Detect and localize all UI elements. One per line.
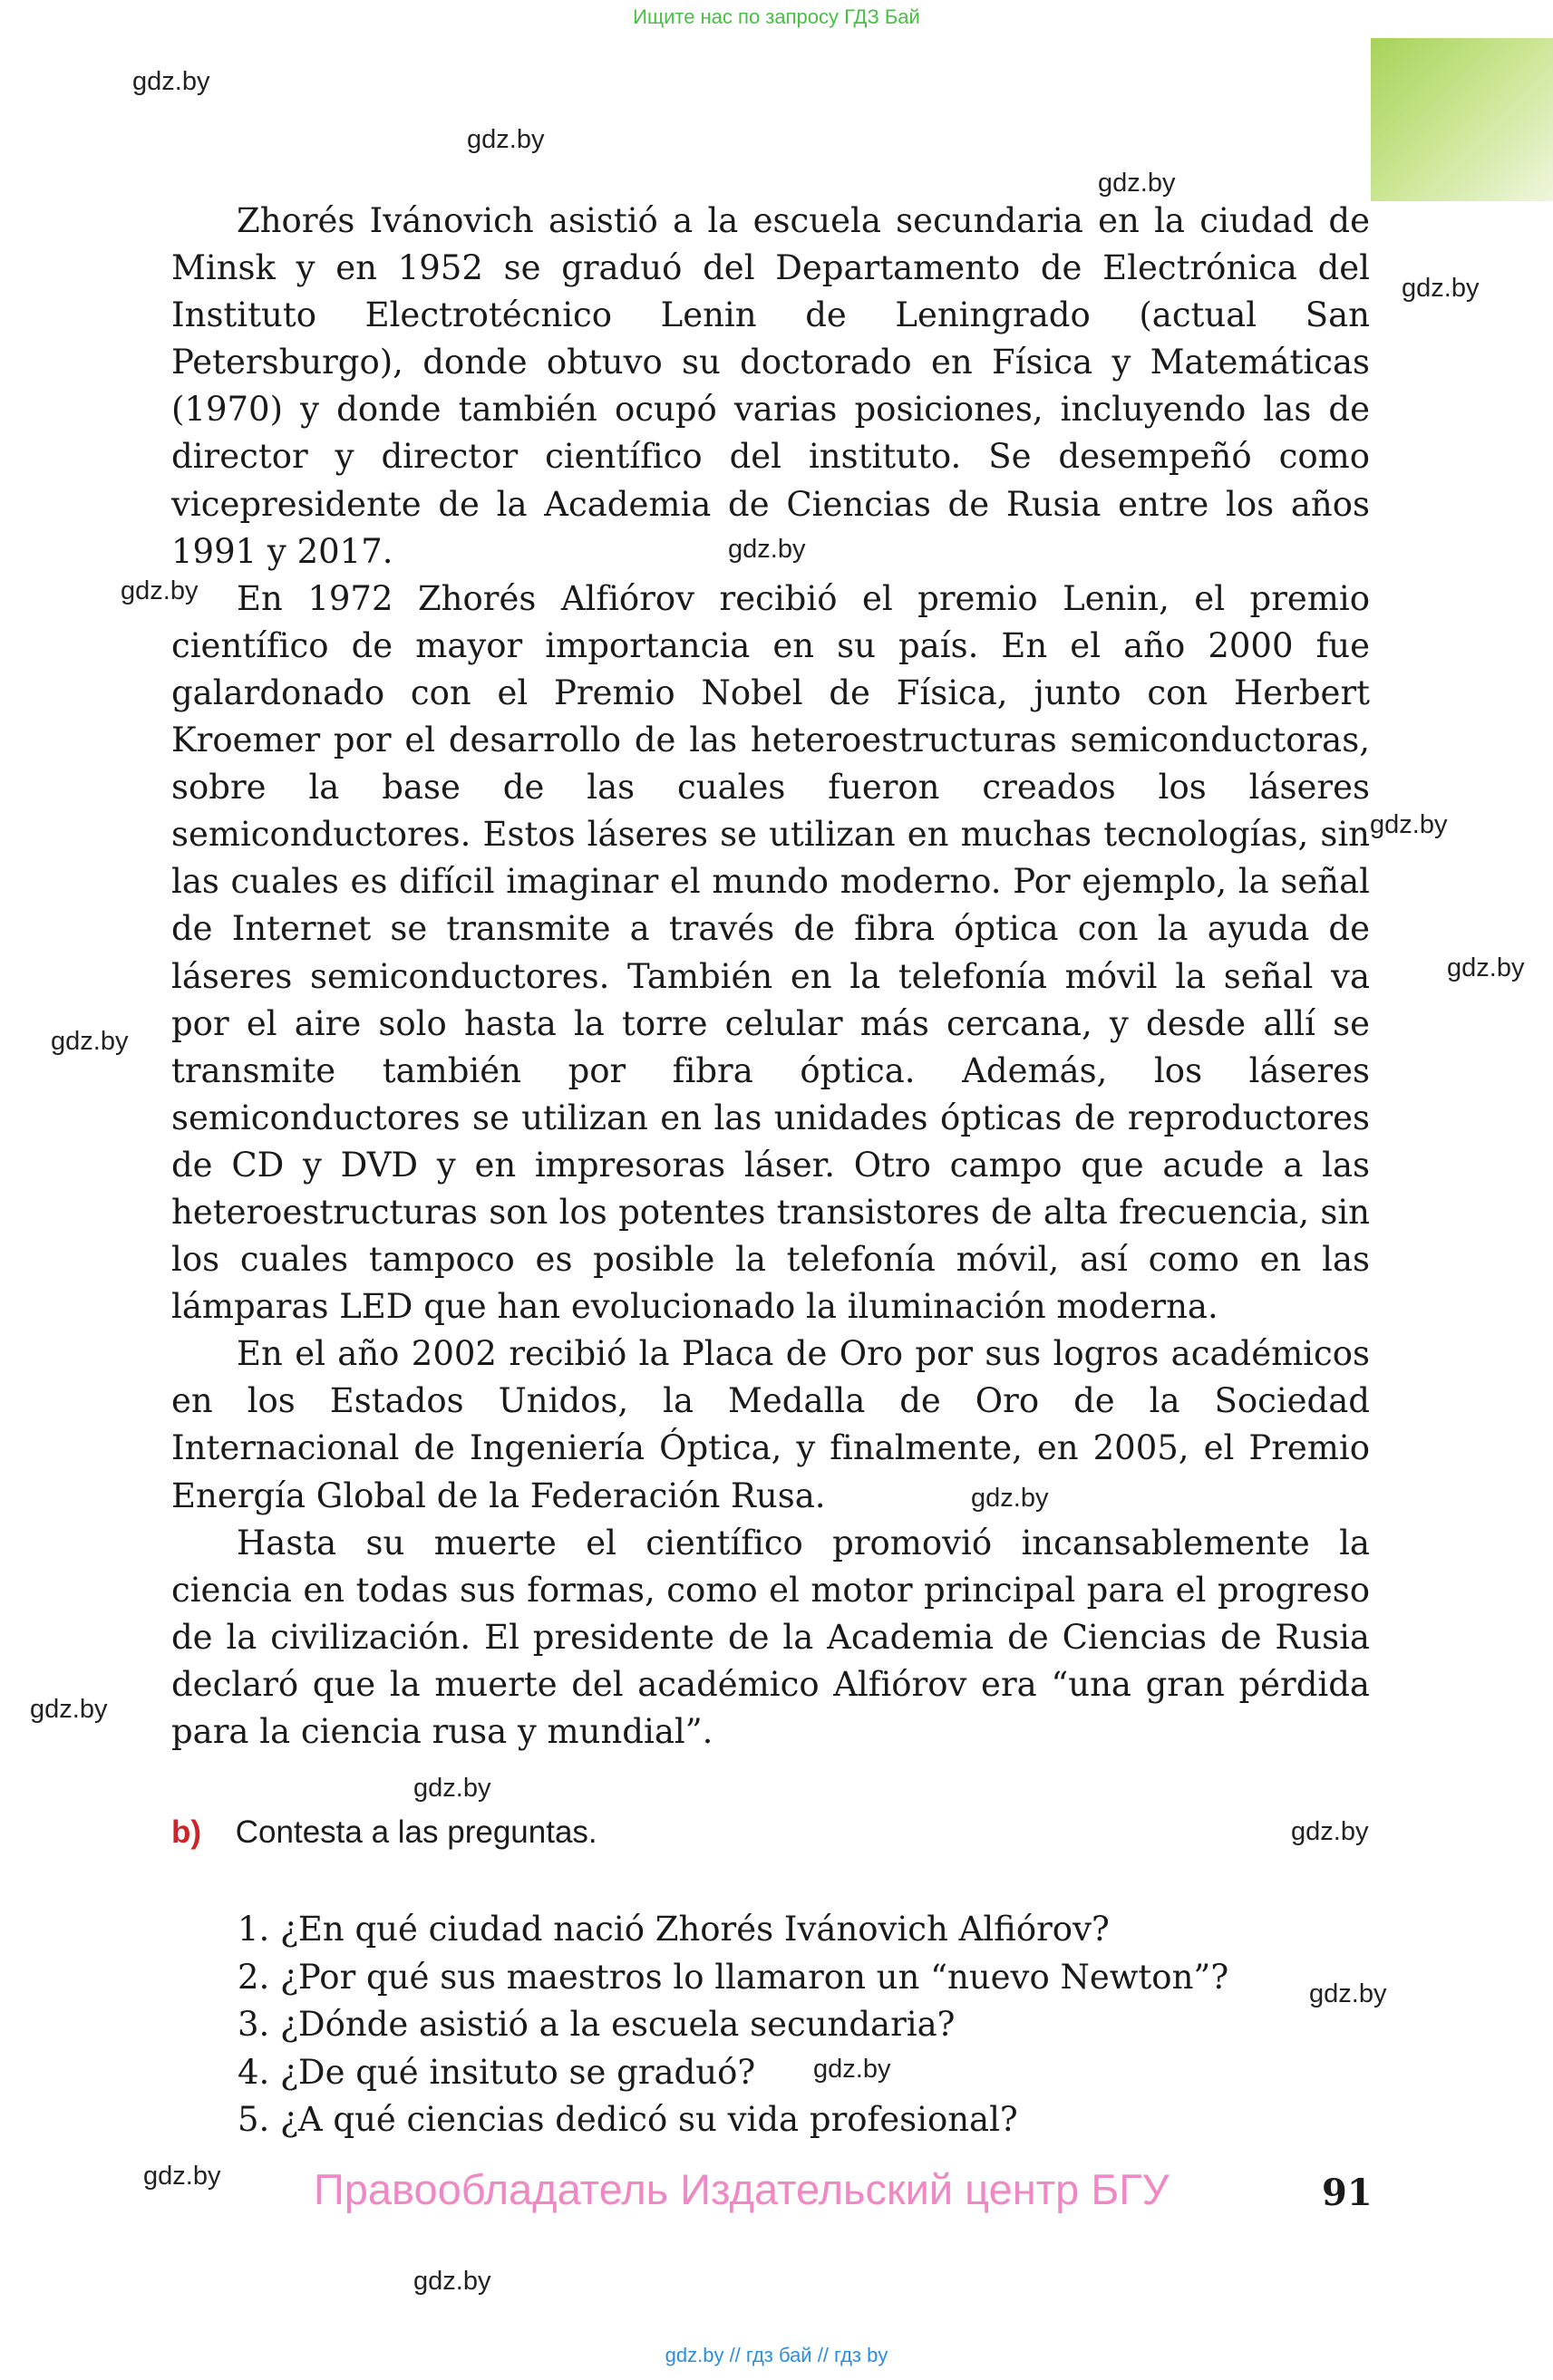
paragraph: Hasta su muerte el científico promovió incansablemente la ciencia en todas sus formas, como el motor principal para el progreso de la civilización. El presidente de la Academia de Ciencias de Rusia declaró que la muerte del académico Alfiórov era “una gran pérdida para la ciencia rusa y mundial”. bbox=[171, 1523, 1370, 1751]
watermark: gdz.by bbox=[51, 1027, 129, 1056]
page-number: 91 bbox=[1322, 2172, 1373, 2214]
watermark: gdz.by bbox=[1098, 169, 1176, 198]
watermark: gdz.by bbox=[1309, 1979, 1387, 2008]
task-instruction: Contesta a las preguntas. bbox=[235, 1814, 597, 1850]
watermark: gdz.by bbox=[121, 576, 199, 605]
watermark: gdz.by bbox=[413, 2267, 491, 2296]
paragraph: En 1972 Zhorés Alfiórov recibió el premio Lenin, el premio científico de mayor importancia en su país. En el año 2000 fue galardonado con el Premio Nobel de Física, junto con Herbert Kroemer por el desarrollo de las heteroestructuras semiconductoras, sobre la base de las cuales fueron creados los láseres semiconductores. Estos láseres se utilizan en muchas tecnologías, sin las cuales es difícil imaginar el mundo moderno. Por ejemplo, la señal de Internet se transmite a través de fibra óptica con la ayuda de láseres semiconductores. También en la telefonía móvil la señal va por el aire solo hasta la torre celular más cercana, y desde allí se transmite también por fibra óptica. Además, los láseres semiconductores se utilizan en las unidades ópticas de reproductores de CD y DVD y en impresoras láser. Otro campo que acude a las heteroestructuras son los potentes transistores de alta frecuencia, sin los cuales tampoco es posible la telefonía móvil, así como en las lámparas LED que han evolucionado la iluminación moderna. bbox=[171, 578, 1370, 1327]
watermark: gdz.by bbox=[1402, 274, 1480, 303]
watermark: gdz.by bbox=[467, 125, 545, 154]
watermark: gdz.by bbox=[728, 535, 806, 564]
question-item: 5. ¿A qué ciencias dedicó su vida profesional? bbox=[238, 2100, 1018, 2139]
watermark: gdz.by bbox=[1447, 953, 1525, 982]
question-item: 4. ¿De qué insituto se graduó? bbox=[238, 2052, 756, 2092]
paragraph: En el año 2002 recibió la Placa de Oro por sus logros académicos en los Estados Unidos, la Medalla de Oro de la Sociedad Internacional de Ingeniería Óptica, y finalmente, en 2005, el Premio Energía Global de la Federación Rusa. bbox=[171, 1334, 1370, 1515]
question-list bbox=[238, 1906, 1228, 2144]
question-item: 2. ¿Por qué sus maestros lo llamaron un “nuevo Newton”? bbox=[238, 1957, 1229, 1997]
question-item: 1. ¿En qué ciudad nació Zhorés Ivánovich Alfiórov? bbox=[238, 1910, 1110, 1949]
article-text bbox=[171, 198, 1370, 1756]
watermark: gdz.by bbox=[971, 1484, 1049, 1513]
site-links-footer: gdz.by // гдз бай // гдз by bbox=[665, 2344, 888, 2366]
task-letter: b) bbox=[171, 1814, 202, 1850]
watermark: gdz.by bbox=[30, 1695, 108, 1724]
watermark: gdz.by bbox=[1370, 810, 1448, 839]
watermark: gdz.by bbox=[413, 1774, 491, 1803]
task-heading bbox=[171, 1814, 597, 1851]
watermark: gdz.by bbox=[132, 67, 210, 96]
question-item: 3. ¿Dónde asistió a la escuela secundaria? bbox=[238, 2005, 956, 2044]
watermark: gdz.by bbox=[1291, 1817, 1369, 1846]
watermark: gdz.by bbox=[813, 2055, 891, 2084]
paragraph: Zhorés Ivánovich asistió a la escuela secundaria en la ciudad de Minsk y en 1952 se graduó del Departamento de Electrónica del Instituto Electrotécnico Lenin de Leningrado (actual San Petersburgo), donde obtuvo su doctorado en Física y Matemáticas (1970) y donde también ocupó varias posiciones, incluyendo las de director y director científico del instituto. Se desempeñó como vicepresidente de la Academia de Ciencias de Rusia entre los años 1991 y 2017. bbox=[171, 201, 1370, 571]
search-hint-banner: Ищите нас по запросу ГДЗ Бай bbox=[633, 5, 920, 28]
corner-color-tab bbox=[1371, 38, 1553, 201]
copyright-holder: Правообладатель Издательский центр БГУ bbox=[314, 2165, 1170, 2213]
watermark: gdz.by bbox=[143, 2162, 221, 2191]
